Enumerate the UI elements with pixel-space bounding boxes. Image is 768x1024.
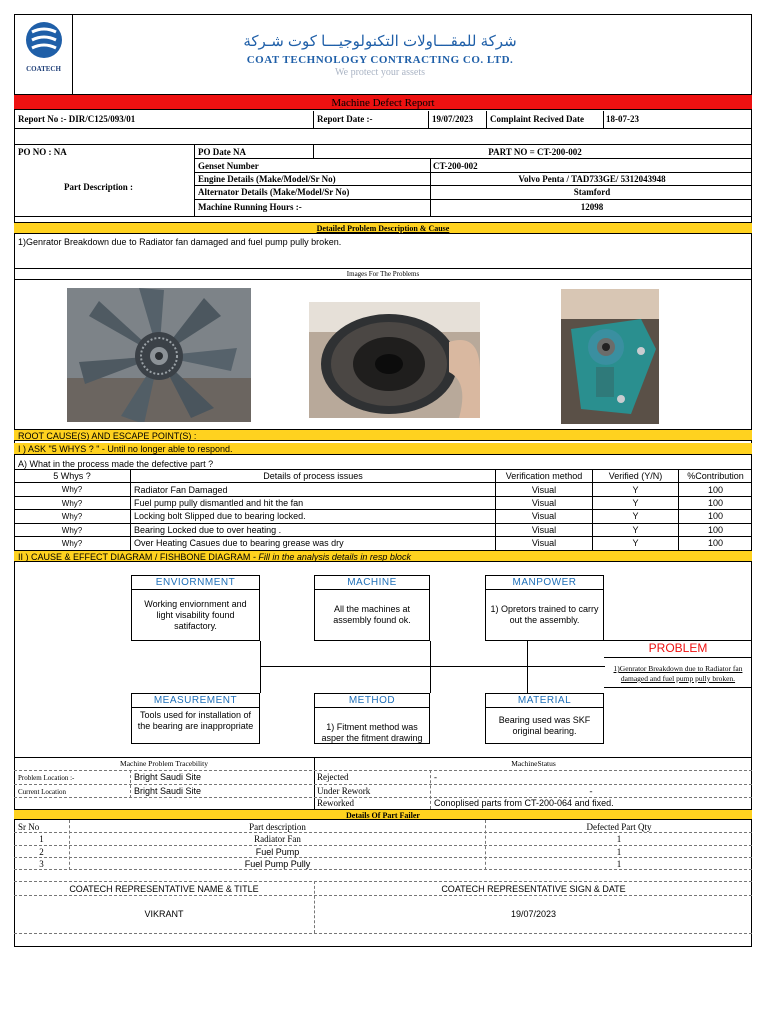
environment-title: ENVIORNMENT: [132, 576, 259, 590]
part-no: PART NO = CT-200-002: [488, 147, 582, 157]
root-cause-header: ROOT CAUSE(S) AND ESCAPE POINT(S) :: [14, 429, 752, 441]
genset-number-label: Genset Number: [198, 161, 259, 171]
rep-sign-date: 19/07/2023: [510, 909, 557, 919]
fishbone-machine-box: [314, 575, 430, 641]
problem-text: 1)Genrator Breakdown due to Radiator fan damaged and fuel pump pully broken.: [613, 664, 743, 683]
reworked-value: Conoplised parts from CT-200-064 and fixed.: [434, 798, 614, 808]
material-text: Bearing used was SKF original bearing.: [498, 715, 591, 736]
part-description-label: Part Description :: [64, 182, 133, 192]
problem-description-header: Detailed Problem Description & Cause: [14, 222, 752, 234]
po-date: PO Date NA: [198, 147, 246, 157]
problem-location-value: Bright Saudi Site: [134, 772, 202, 782]
manpower-text: 1) Opretors trained to carry out the assembly.: [490, 604, 599, 625]
coatech-logo-icon: [24, 18, 64, 62]
report-no: Report No :- DIR/C125/093/01: [18, 114, 136, 124]
material-title: MATERIAL: [486, 694, 603, 708]
company-english-name: COAT TECHNOLOGY CONTRACTING CO. LTD.: [246, 54, 514, 66]
alternator-details-value: Stamford: [573, 187, 611, 197]
measurement-text: Tools used for installation of the bearing are inappropriate: [137, 710, 254, 731]
report-title: Machine Defect Report: [14, 94, 752, 110]
method-title: METHOD: [315, 694, 429, 708]
table-row: Why? Fuel pump pully dismantled and hit the fan Visual Y 100: [61, 498, 724, 508]
company-tagline: We protect your assets: [335, 67, 425, 78]
part-col-qty: Defected Part Qty: [586, 822, 652, 832]
rejected-label: Rejected: [317, 772, 349, 782]
report-date: 19/07/2023: [432, 114, 474, 124]
machine-title: MACHINE: [315, 576, 429, 590]
engine-details-label: Engine Details (Make/Model/Sr No): [198, 174, 336, 184]
table-row: 3 Fuel Pump Pully 1: [39, 859, 622, 869]
fuel-pump-photo: [561, 289, 659, 424]
alternator-details-label: Alternator Details (Make/Model/Sr No): [198, 187, 350, 197]
fishbone-title: II ) CAUSE & EFFECT DIAGRAM / FISHBONE DIAGRAM: [18, 552, 251, 562]
rep-name-value: VIKRANT: [144, 909, 184, 919]
engine-details-value: Volvo Penta / TAD733GE/ 5312043948: [518, 174, 666, 184]
table-row: Why? Over Heating Casues due to bearing grease was dry Visual Y 100: [61, 538, 724, 548]
po-no: PO NO : NA: [18, 147, 67, 157]
radiator-fan-photo: [67, 288, 251, 422]
rejected-value: -: [434, 772, 437, 782]
whys-col-contribution: %Contribution: [687, 471, 744, 481]
complaint-date-label: Complaint Recived Date: [490, 114, 584, 124]
current-location-label: Current Location: [18, 788, 67, 796]
current-location-value: Bright Saudi Site: [134, 786, 202, 796]
table-row: 2 Fuel Pump 1: [39, 847, 622, 857]
whys-col-detail: Details of process issues: [263, 471, 363, 481]
logo-text: COATECH: [26, 65, 61, 73]
under-rework-label: Under Rework: [317, 786, 371, 796]
machine-status-header: MachineStatus: [511, 759, 556, 768]
manpower-title: MANPOWER: [486, 576, 603, 590]
fishbone-method-box: [314, 693, 430, 744]
rep-name-header: COATECH REPRESENTATIVE NAME & TITLE: [69, 884, 259, 894]
fishbone-material-box: [485, 693, 604, 744]
whys-col-method: Verification method: [505, 471, 583, 481]
part-col-sr: Sr No: [18, 822, 40, 832]
measurement-title: MEASUREMENT: [132, 694, 259, 708]
whys-col-verified: Verified (Y/N): [608, 471, 663, 481]
table-row: 1 Radiator Fan 1: [39, 834, 622, 844]
reworked-label: Reworked: [317, 798, 354, 808]
problem-title: PROBLEM: [648, 641, 708, 655]
fishbone-measurement-box: [131, 693, 260, 744]
fishbone-header: [14, 550, 752, 562]
running-hours-value: 12098: [580, 202, 604, 212]
process-question: A) What in the process made the defective part ?: [18, 459, 214, 469]
fishbone-manpower-box: [485, 575, 604, 641]
environment-text: Working enviornment and light visability found satifactory.: [144, 599, 247, 631]
report-date-label: Report Date :-: [317, 114, 373, 124]
problem-location-label: Problem Location :-: [18, 774, 75, 782]
traceability-header: Machine Problem Tracebility: [120, 759, 208, 768]
table-row: Why? Bearing Locked due to over heating . Visual Y 100: [61, 525, 724, 535]
problem-description-text: 1)Genrator Breakdown due to Radiator fan damaged and fuel pump pully broken.: [18, 237, 342, 247]
genset-number-value: CT-200-002: [433, 161, 478, 171]
part-failure-header: Details Of Part Failer: [14, 809, 752, 820]
ask-whys-header: I ) ASK "5 WHYS ? " - Until no longer able to respond.: [14, 443, 752, 455]
machine-text: All the machines at assembly found ok.: [333, 604, 411, 625]
images-header: Images For The Problems: [14, 269, 752, 280]
method-text: 1) Fitment method was asper the fitment drawing: [321, 722, 423, 743]
fishbone-environment-box: [131, 575, 260, 641]
table-row: Why? Radiator Fan Damaged Visual Y 100: [61, 485, 724, 495]
fishbone-spine: [260, 666, 605, 667]
rep-sign-header: COATECH REPRESENTATIVE SIGN & DATE: [441, 884, 626, 894]
table-row: Why? Locking bolt Slipped due to bearing locked. Visual Y 100: [61, 511, 724, 521]
whys-table: [14, 469, 752, 550]
fuel-pump-pulley-photo: [309, 302, 480, 418]
under-rework-value: -: [589, 786, 593, 796]
company-arabic-name: شركة للمقـــاولات التكنولوجيـــا كوت شـركة: [243, 33, 517, 50]
running-hours-label: Machine Running Hours :-: [198, 202, 302, 212]
whys-col-why: 5 Whys ?: [53, 471, 91, 481]
fishbone-note: - Fill in the analysis details in resp block: [250, 552, 411, 562]
fishbone-problem-box: [604, 640, 752, 688]
logo-cell: [14, 14, 73, 94]
part-col-desc: Part description: [249, 822, 306, 832]
complaint-date: 18-07-23: [606, 114, 639, 124]
